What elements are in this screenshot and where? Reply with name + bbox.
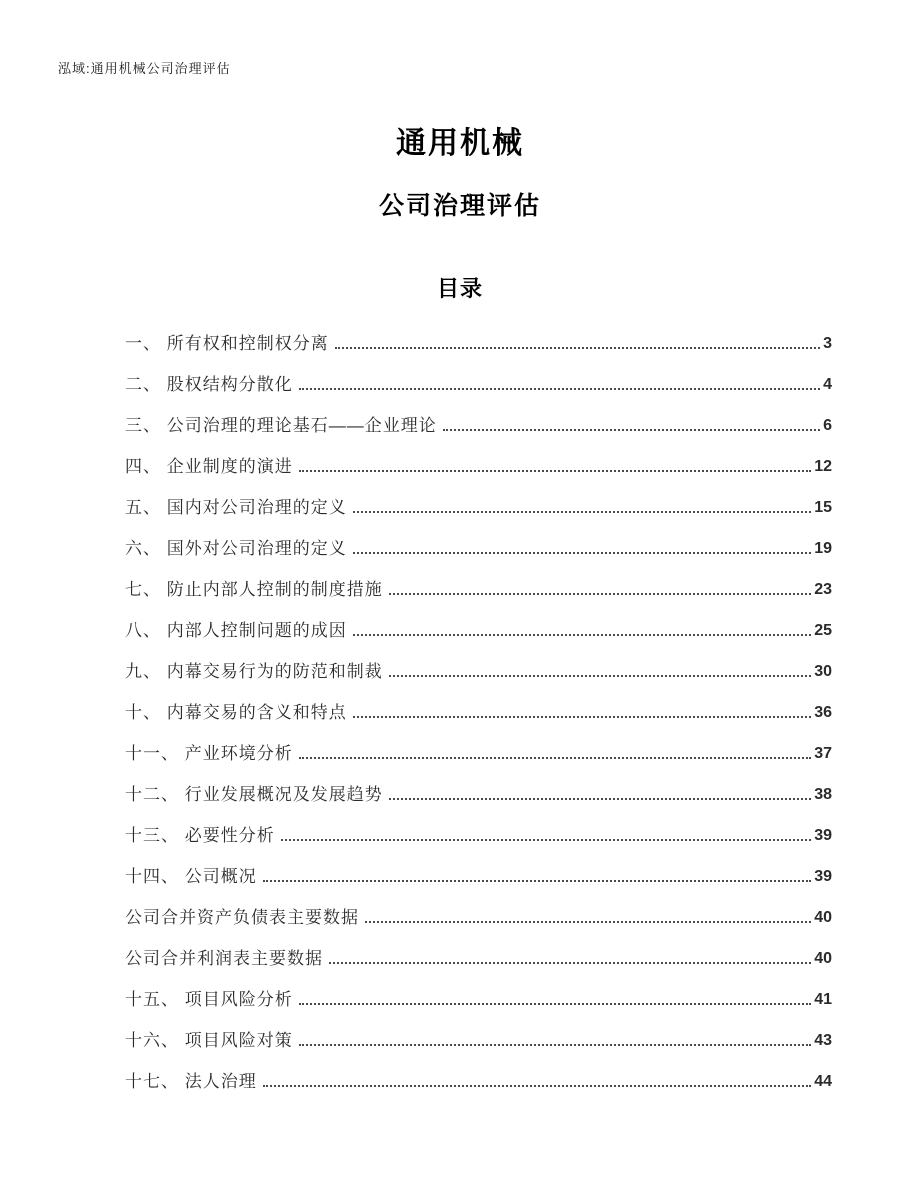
document-subtitle: 公司治理评估 bbox=[378, 192, 541, 220]
toc-leader-dots bbox=[353, 552, 811, 554]
toc-entry-page: 44 bbox=[814, 1073, 832, 1090]
toc-entry[interactable] bbox=[125, 810, 832, 851]
toc-entry-page: 12 bbox=[814, 458, 832, 475]
toc-entry-label: 六、 国外对公司治理的定义 bbox=[125, 539, 347, 558]
toc-leader-dots bbox=[299, 757, 811, 759]
toc-entry-page: 19 bbox=[814, 540, 832, 557]
toc-entry-page: 23 bbox=[814, 581, 832, 598]
toc-entry-page: 43 bbox=[814, 1032, 832, 1049]
toc-entry[interactable] bbox=[125, 605, 832, 646]
toc-entry[interactable] bbox=[125, 441, 832, 482]
toc-entry-page: 41 bbox=[814, 991, 832, 1008]
toc-entry[interactable] bbox=[125, 523, 832, 564]
toc-leader-dots bbox=[365, 921, 811, 923]
title-block bbox=[0, 118, 920, 222]
toc-entry-label: 十六、 项目风险对策 bbox=[125, 1031, 293, 1050]
toc-entry-page: 15 bbox=[814, 499, 832, 516]
toc-entry[interactable] bbox=[125, 728, 832, 769]
toc-entry[interactable] bbox=[125, 1015, 832, 1056]
toc-entry-page: 39 bbox=[814, 868, 832, 885]
toc-entry[interactable] bbox=[125, 318, 832, 359]
toc-leader-dots bbox=[353, 634, 811, 636]
toc-entry-page: 39 bbox=[814, 827, 832, 844]
toc-entry-label: 十、 内幕交易的含义和特点 bbox=[125, 703, 347, 722]
toc-entry-page: 6 bbox=[823, 417, 832, 434]
document-header-text: 泓域:通用机械公司治理评估 bbox=[58, 61, 231, 76]
toc-entry-page: 40 bbox=[814, 950, 832, 967]
toc-list bbox=[125, 318, 832, 1097]
toc-entry[interactable] bbox=[125, 482, 832, 523]
toc-leader-dots bbox=[263, 880, 811, 882]
toc-entry[interactable] bbox=[125, 359, 832, 400]
toc-entry-page: 38 bbox=[814, 786, 832, 803]
toc-leader-dots bbox=[353, 511, 811, 513]
toc-entry-page: 4 bbox=[823, 376, 832, 393]
toc-entry[interactable] bbox=[125, 564, 832, 605]
toc-entry-label: 九、 内幕交易行为的防范和制裁 bbox=[125, 662, 383, 681]
toc-leader-dots bbox=[389, 593, 811, 595]
toc-entry-label: 七、 防止内部人控制的制度措施 bbox=[125, 580, 383, 599]
toc-entry[interactable] bbox=[125, 1056, 832, 1097]
toc-entry-label: 十七、 法人治理 bbox=[125, 1072, 257, 1091]
toc-entry-label: 三、 公司治理的理论基石——企业理论 bbox=[125, 416, 437, 435]
toc-leader-dots bbox=[443, 429, 820, 431]
toc-entry[interactable] bbox=[125, 933, 832, 974]
toc-entry-page: 37 bbox=[814, 745, 832, 762]
toc-leader-dots bbox=[281, 839, 811, 841]
document-title: 通用机械 bbox=[396, 127, 524, 160]
toc-leader-dots bbox=[299, 1003, 811, 1005]
toc-leader-dots bbox=[389, 798, 811, 800]
toc-leader-dots bbox=[335, 347, 820, 349]
toc-entry[interactable] bbox=[125, 851, 832, 892]
toc-entry[interactable] bbox=[125, 646, 832, 687]
toc-leader-dots bbox=[299, 470, 811, 472]
toc-entry[interactable] bbox=[125, 892, 832, 933]
toc-entry-label: 十二、 行业发展概况及发展趋势 bbox=[125, 785, 383, 804]
toc-entry-label: 十四、 公司概况 bbox=[125, 867, 257, 886]
toc-leader-dots bbox=[299, 1044, 811, 1046]
toc-leader-dots bbox=[299, 388, 820, 390]
toc-leader-dots bbox=[389, 675, 811, 677]
toc-heading: 目录 bbox=[436, 276, 483, 301]
toc-leader-dots bbox=[263, 1085, 811, 1087]
toc-entry-page: 30 bbox=[814, 663, 832, 680]
toc-entry[interactable] bbox=[125, 769, 832, 810]
toc-entry-label: 十一、 产业环境分析 bbox=[125, 744, 293, 763]
toc-entry[interactable] bbox=[125, 687, 832, 728]
toc-entry-page: 40 bbox=[814, 909, 832, 926]
toc-entry[interactable] bbox=[125, 974, 832, 1015]
toc-entry-label: 二、 股权结构分散化 bbox=[125, 375, 293, 394]
toc-entry-label: 八、 内部人控制问题的成因 bbox=[125, 621, 347, 640]
toc-entry-label: 一、 所有权和控制权分离 bbox=[125, 334, 329, 353]
toc-entry-label: 十三、 必要性分析 bbox=[125, 826, 275, 845]
toc-entry-label: 十五、 项目风险分析 bbox=[125, 990, 293, 1009]
toc-leader-dots bbox=[329, 962, 811, 964]
toc-entry-page: 36 bbox=[814, 704, 832, 721]
toc-entry-label: 五、 国内对公司治理的定义 bbox=[125, 498, 347, 517]
toc-entry-page: 3 bbox=[823, 335, 832, 352]
toc-entry[interactable] bbox=[125, 400, 832, 441]
toc-entry-label: 公司合并资产负债表主要数据 bbox=[125, 908, 359, 927]
toc-entry-label: 公司合并利润表主要数据 bbox=[125, 949, 323, 968]
toc-entry-page: 25 bbox=[814, 622, 832, 639]
toc-leader-dots bbox=[353, 716, 811, 718]
toc-entry-label: 四、 企业制度的演进 bbox=[125, 457, 293, 476]
